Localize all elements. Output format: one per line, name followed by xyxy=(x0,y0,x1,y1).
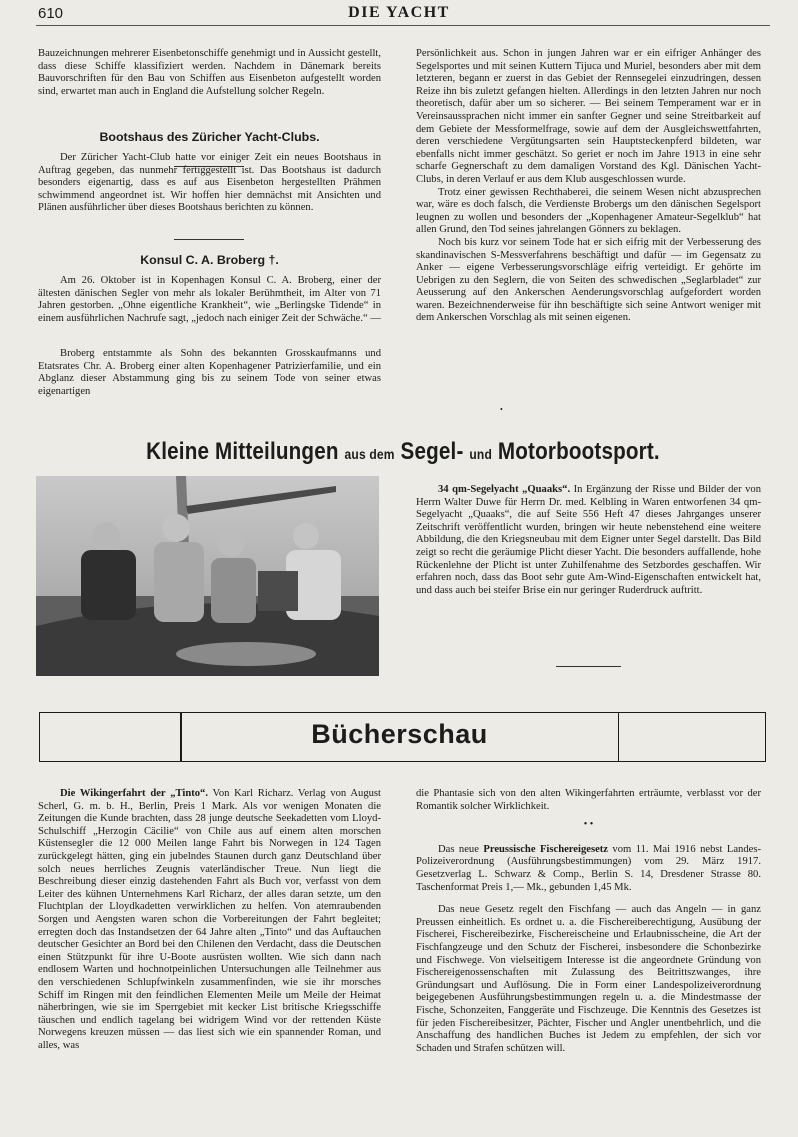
ornament-dots: • • xyxy=(583,819,594,831)
tinto-text: Von Karl Richarz. Verlag von August Scherl, G. m. b. H., Berlin, Preis 1 Mark. Als vor wenigen Monaten die Zeitungen die Kunde brachten, dass 28 junge deutsche Seekadetten vom Lloyd-Schulschiff „Herzogin Cäcilie“ von Chile aus auf einem alten morschen Küstensegler die 12 000 Meilen lange Fahrt bis Norwegen in 124 Tagen zurückgelegt hätten, ging ein jubelndes Staunen durch ganz Deutschland über solch neues herrliches Zeugnis vaterländischer Treue. Nun liegt die Beschreibung dieser einzig dastehenden Fahrt als Buch vor, verfasst von dem Leiter des kühnen Unternehmens Karl Richarz, der alles daran setzte, um den Fluchtplan der Lloydkadetten verwirklichen zu helfen. Von atemraubenden Sorgen und Aengsten waren schon die Vorbereitungen der Fahrt begleitet; erregten doch das Instandsetzen der 64 Jahre alten „Tinto“ und das Auftauchen deutscher Gesichter an Bord bei den Chilenen den Verdacht, dass die Deutschen einen Stützpunkt für ihre U-Boote ausrüsten wollten. Wie sich dann nach endlosem Warten und hochnotpeinlichen Untersuchungen alle Teilnehmer aus den verschiedenen Schlupfwinkeln zusammenfinden, wie sie ihr morsches Schiff im Ringen mit den feindlichen Elementen Meile um Meile der Heimat näherbringen, wie sie im Sperrgebiet mit kecker List britische Kriegsschiffe täuschen und endlich tagelang bei widrigem Wind vor der rettenden Küste Norwegens kreuzen müssen — das liest sich wie ein spannender Roman, und alles, was xyxy=(38,788,381,1051)
article-konsul-p2: Broberg entstammte als Sohn des bekannten Grosskaufmanns und Etatsrates Chr. A. Broberg einer alten Kopenhagener Patrizierfamilie, und ein Abglanz dieser Abstammung ging bis zu seinem Tode von seiner etwas eigenartigen xyxy=(38,348,381,397)
article-fischereigesetz-body: Das neue Gesetz regelt den Fischfang — auch das Angeln — in ganz Preussen einheitlich. Es ordnet u. a. die Fischereiberechtigung, Ausübung der Fischerei, Fischereibezirke, Fischereischeine und Erlaubnisscheine, die Art der Fischfangzeuge und den Schutz der Fischerei, insbesondere die Schonbezirke und Fischwege. Von vielseitigem Interesse ist die angeordnete Gründung von Fischereigenossenschaften mit Zulassung des Beitrittszwanges, ihre Gründungsart und Auflösung. Die in Form einer Landespolizeiverordnung beigegebenen Ausführungsbestimmungen regeln u. a. die Mindestmasse der Fische, Schonzeiten, Fanggeräte und Fischzeuge. Die Kenntnis des Gesetzes ist für jeden Fischereibesitzer, Pächter, Fischer und Angler unentbehrlich, und die Anschaffung des handlichen Buches ist Jedem zu empfehlen, der sich vor Schaden und Strafen schützen will. xyxy=(416,904,761,1054)
quaaks-text: In Ergänzung der Risse und Bilder der von Herrn Walter Duwe für Herrn Dr. med. Kelbling in Waren entworfenen 34 qm-Segelyacht „Quaaks“, die auf Seite 556 Heft 47 dieses Jahrganges unserer Zeitschrift veröffentlicht wurden, bringen wir heute nebenstehend eine weitere Abbildung, die den Kriegsneubau mit dem Eigner unter Segel darstellt. Das Bild zeigt so recht die geräumige Plicht dieser Yacht. Die besonders auffallende, hohe Rückenlehne der Plicht ist unter Zuhilfenahme des Setzbordes geschaffen. Wir erfahren noch, dass das Boot sehr gute Am-Wind-Eigenschaften entwickelt hat, und dass auch bei steifer Brise ein nur geringer Ruderdruck auftritt. xyxy=(416,484,762,596)
page-number: 610 xyxy=(38,5,64,22)
fischereigesetz-lead: Preussische Fischereigesetz xyxy=(483,843,608,855)
divider xyxy=(556,666,621,667)
article-konsul-p3: Persönlichkeit aus. Schon in jungen Jahren war er ein eifriger Anhänger des Segelsportes und mit seinen Kuttern Tijuca und Muriel, besonders aber mit dem letzteren, begann er zuerst in das Gebiet der Rennsegelei einzudringen, dessen Reize ihn bis zuletzt gefangen hielten. Allerdings in den letzten Jahren nur noch theoretisch, dafür aber um so sicherer. — Bei seinem Temperament war er in Vereinsaussprachen nicht immer ein sanfter Gegner und seine Streitbarkeit auf dem Gebiete der Messformelfrage, sowie auf dem der Ausgleichswettfahrten, deren verschiedene Vergütungsarten sein Hauptsteckenpferd bildeten, war ebenfalls nicht immer geschätzt. So geriet er noch im Jahre 1913 in eine sehr scharfe Gegnerschaft zu dem damaligen Vorstand des Kgl. Dänischen Yacht-Clubs, in deren Verlauf er aus dem Klub ausgeschlossen wurde. xyxy=(416,48,761,185)
heading-bootshaus: Bootshaus des Züricher Yacht-Clubs. xyxy=(99,130,320,144)
page-header-title: DIE YACHT xyxy=(348,4,450,21)
photo-illustration xyxy=(36,476,379,676)
header-rule xyxy=(36,25,770,26)
ornament-dot: • xyxy=(500,405,503,414)
section-title-kleine-mitteilungen: Kleine Mitteilungen aus dem Segel- und Motorbootsport. xyxy=(146,438,660,465)
section-title-bucherschau: Bücherschau xyxy=(311,719,488,749)
article-fischereigesetz-head: Das neue Preussische Fischereigesetz vom 11. Mai 1916 nebst Landes-Polizeiverordnung (Ausführungsbestimmungen) vom 29. März 1917. Gesetzverlag L. Schwarz & Comp., Berlin S. 14, Dresdener Strasse 80. Taschenformat Preis 1,— Mk., gebunden 1,45 Mk. xyxy=(416,843,761,893)
article-konsul-p5: Noch bis kurz vor seinem Tode hat er sich eifrig mit der Verbesserung des skandinavischen S-Messverfahrens beschäftigt und dafür — im Gegensatz zu Anker — eigene Verbesserungsvorschläge eifrig verteidigt. Er gehörte im Uebrigen zu den Seglern, die von Seiten des schwedischen „Seglarbladet“ zur Aeusserung auf den Ankerschen Aenderungsvorschlag aufgefordert worden waren. Bezeichnenderweise für ihn beschäftigte sich seine Antwort weniger mit dem Ankerschen Vorschlag als mit seinen eigenen. xyxy=(416,236,761,324)
divider xyxy=(174,239,244,240)
article-eisenbeton-end: Bauzeichnungen mehrerer Eisenbetonschiffe genehmigt und in Aussicht gestellt, dass diese Schiffe klassifiziert werden. Nachdem in Dänemark bereits Bauvorschriften für den Bau von Schiffen aus Eisenbeton aufgestellt worden sind, erwartet man auch in England die Aufstellung solcher Regeln. xyxy=(38,48,381,97)
right-column-top xyxy=(416,48,761,325)
article-quaaks xyxy=(416,484,761,597)
article-tinto xyxy=(38,788,381,1052)
tinto-lead: Die Wikingerfahrt der „Tinto“. xyxy=(60,788,208,799)
books-right-column xyxy=(416,788,761,1055)
article-konsul-p1: Am 26. Oktober ist in Kopenhagen Konsul C. A. Broberg, einer der ältesten dänischen Segler von mehr als lokaler Berühmtheit, im Alter von 71 Jahren gestorben. „Ohne eigentliche Krankheit“, wie „Berlingske Tidende“ in einem ausführlichen Nachrufe sagt, „jedoch nach einiger Zeit der Schwäche.“ — xyxy=(38,275,381,324)
heading-konsul: Konsul C. A. Broberg †. xyxy=(140,253,279,267)
bucherschau-banner xyxy=(39,712,766,762)
tinto-end: die Phantasie sich von den alten Wikingerfahrten erträumte, verblasst vor der Romantik solcher Wirklichkeit. xyxy=(416,788,761,812)
article-konsul-p4: Trotz einer gewissen Rechthaberei, die seinem Wesen nicht abzusprechen war, wäre es doch falsch, die Verdienste Brobergs um den dänischen Segelsport leugnen zu wollen und besonders der „Kopenhagener Amateur-Segelklub“ hat allen Grund, den Tod seines jahrelangen Gönners zu beklagen. xyxy=(416,186,761,236)
left-column-top xyxy=(38,48,381,397)
article-bootshaus: Der Züricher Yacht-Club hatte vor einiger Zeit ein neues Bootshaus in Auftrag gegeben, das nunmehr fertiggestellt ist. Das Bootshaus ist dadurch besonders eigenartig, dass es auf aus Eisenbeton hergestellten Prähmen schwimmend angeordnet ist. Wir hoffen hier demnächst mit Ansichten und Plänen ausführlicher über dieses Bootshaus berichten zu können. xyxy=(38,152,381,214)
photo-quaaks-crew xyxy=(36,476,379,676)
quaaks-lead: 34 qm-Segelyacht „Quaaks“. xyxy=(438,484,571,495)
